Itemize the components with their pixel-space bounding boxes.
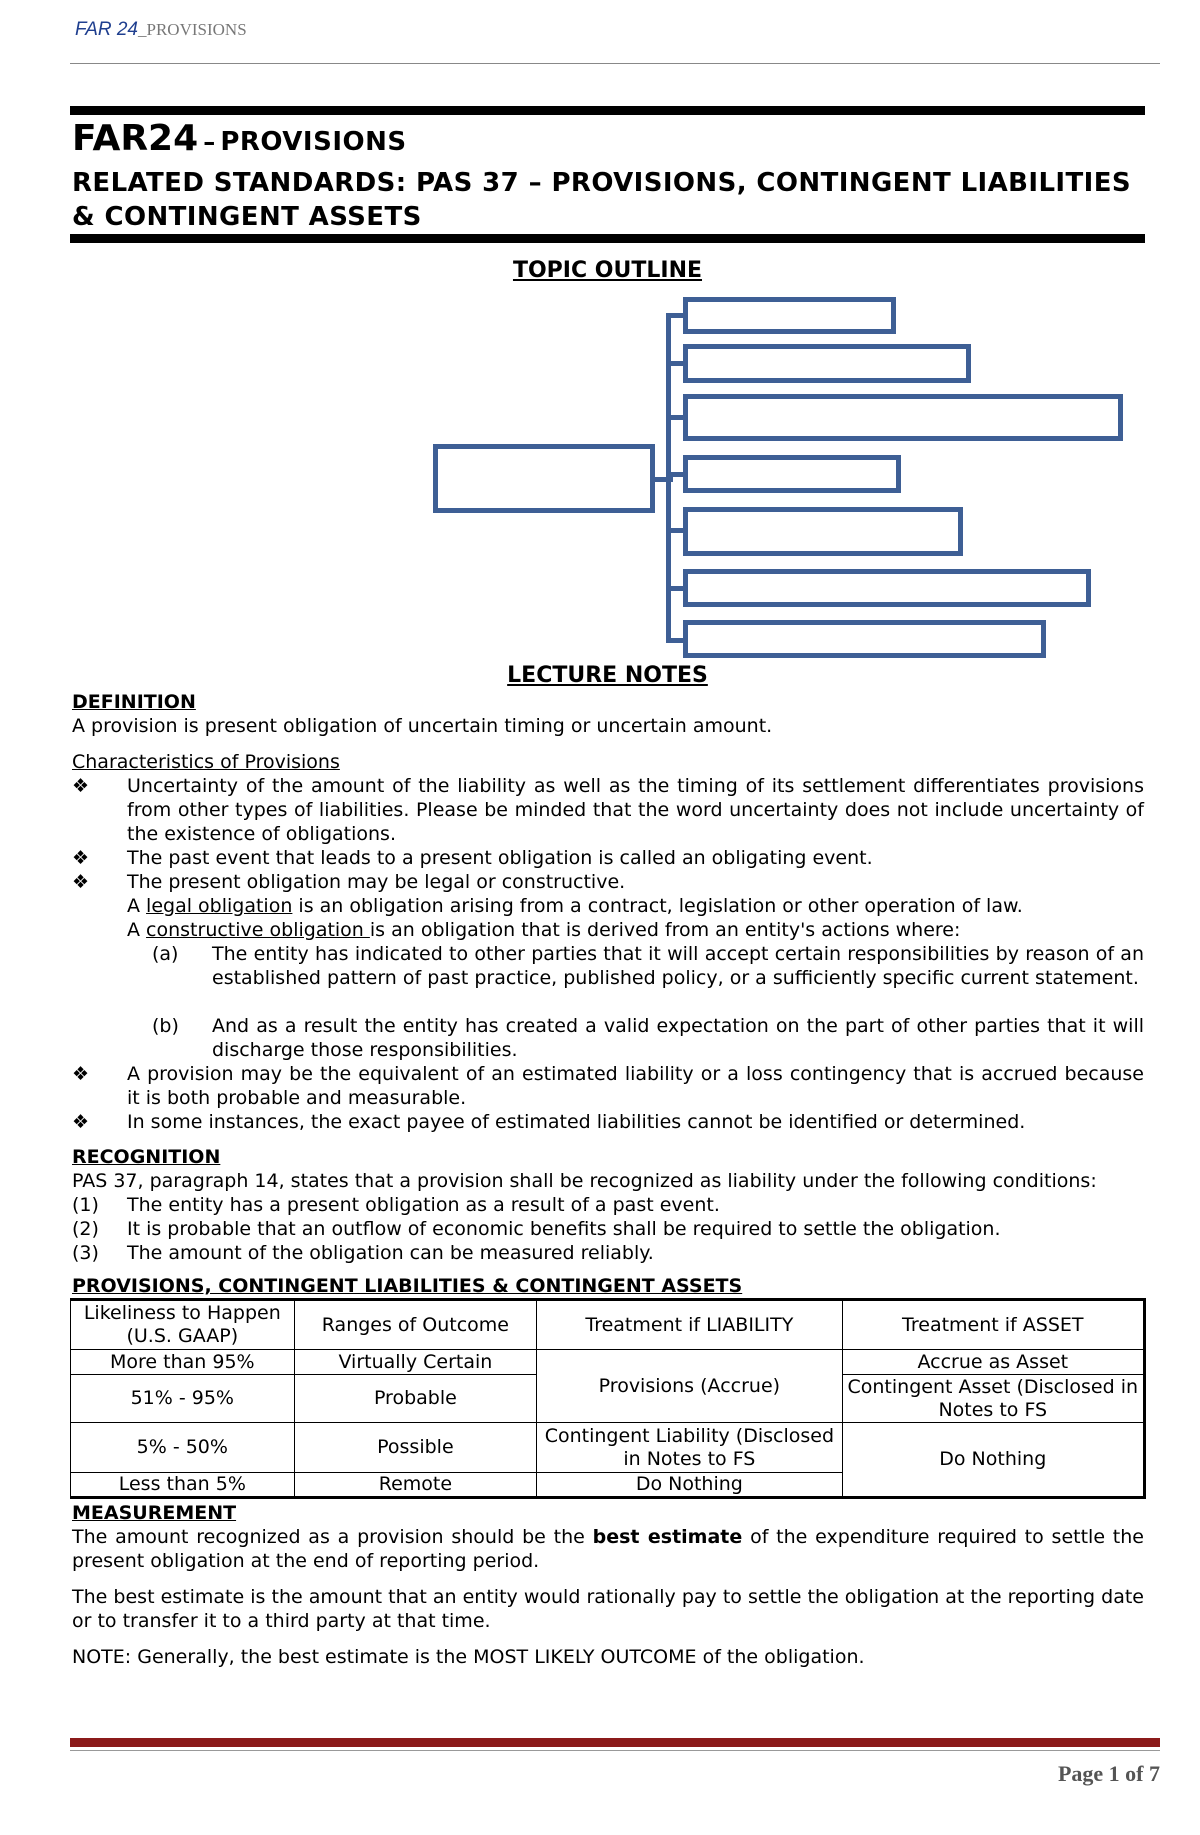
page-title [72, 118, 407, 159]
sub-item-text: And as a result the entity has created a valid expectation on the part of other parties that it will discharge those responsibilities. [212, 1015, 1144, 1061]
table-cell: Do Nothing [842, 1423, 1144, 1498]
header-rule [70, 63, 1160, 64]
list-item [72, 774, 1144, 846]
header-cell: Ranges of Outcome [294, 1300, 537, 1350]
recognition-intro: PAS 37, paragraph 14, states that a provision shall be recognized as liability under the following conditions: [72, 1170, 1097, 1192]
table-cell: More than 95% [71, 1350, 295, 1375]
outline-box [683, 507, 963, 556]
table-cell: 5% - 50% [71, 1423, 295, 1473]
title-bottom-bar [70, 234, 1145, 243]
legal-obligation-term: legal obligation [146, 895, 293, 917]
recognition-section [72, 1145, 1144, 1193]
sub-item-text: The entity has indicated to other parties that it will accept certain responsibilities by reason of an established pattern of past practice, published policy, or a sufficiently specific current statement. [212, 943, 1144, 989]
footer-bar [70, 1738, 1160, 1747]
measurement-paragraph-2: The best estimate is the amount that an entity would rationally pay to settle the obligation at the reporting date or to transfer it to a third party at that time. [72, 1586, 1144, 1632]
bullet-text: A provision may be the equivalent of an estimated liability or a loss contingency that is accrued because it is both probable and measurable. [127, 1063, 1144, 1109]
number-mark: (3) [72, 1242, 99, 1264]
bullet-diamond-icon: ❖ [72, 1111, 90, 1133]
bullet-text: The past event that leads to a present obligation is called an obligating event. [127, 847, 873, 869]
outline-box [683, 569, 1091, 607]
bullet-diamond-icon: ❖ [72, 1063, 90, 1085]
measurement-note: NOTE: Generally, the best estimate is the MOST LIKELY OUTCOME of the obligation. [72, 1646, 865, 1668]
outline-box [683, 620, 1046, 658]
measurement-paragraph-1 [72, 1525, 1144, 1573]
header-subtitle: _PROVISIONS [138, 20, 247, 39]
title-dash: – [203, 128, 216, 156]
header-cell: Treatment if LIABILITY [537, 1300, 842, 1350]
outcome-table [70, 1298, 1146, 1499]
list-item [152, 942, 1144, 990]
outline-box [683, 455, 901, 493]
definition-section [72, 690, 1144, 738]
table-header-row [71, 1300, 1145, 1350]
title-sub: PROVISIONS [220, 127, 407, 157]
number-text: The amount of the obligation can be measured reliably. [127, 1242, 654, 1264]
table-row [71, 1350, 1145, 1375]
table-cell: Do Nothing [537, 1473, 842, 1498]
running-header [75, 18, 247, 41]
topic-outline-heading: TOPIC OUTLINE [512, 258, 703, 283]
measurement-section [72, 1501, 1144, 1669]
number-mark: (2) [72, 1218, 99, 1240]
bullet-text: The present obligation may be legal or constructive. [127, 871, 626, 893]
outline-box [683, 344, 971, 383]
constructive-obligation-text [127, 918, 1144, 942]
table-cell: Provisions (Accrue) [537, 1350, 842, 1423]
related-standards: RELATED STANDARDS: PAS 37 – PROVISIONS, CONTINGENT LIABILITIES & CONTINGENT ASSETS [72, 168, 1131, 232]
title-top-bar [70, 106, 1145, 115]
bullet-text: Uncertainty of the amount of the liability as well as the timing of its settlement differentiates provisions from other types of liabilities. Please be minded that the word uncertainty does not include uncertainty of the existence of obligations. [127, 775, 1144, 845]
table-cell: Contingent Liability (Disclosed in Notes to FS [537, 1423, 842, 1473]
measurement-p1-after: of the expenditure required to settle the present obligation at the end of reporting period. [72, 1526, 1144, 1572]
list-item [72, 846, 1144, 870]
table-heading: PROVISIONS, CONTINGENT LIABILITIES & CONTINGENT ASSETS [72, 1275, 743, 1297]
table-row [71, 1423, 1145, 1473]
bullet-diamond-icon: ❖ [72, 871, 90, 893]
header-code: FAR 24 [75, 19, 139, 40]
sub-item-mark: (b) [152, 1015, 179, 1037]
bullet-diamond-icon: ❖ [72, 847, 90, 869]
legal-obligation-text [127, 894, 1144, 918]
legal-rest: is an obligation arising from a contract, legislation or other operation of law. [292, 895, 1023, 917]
list-item [72, 870, 1144, 894]
table-cell: Virtually Certain [294, 1350, 537, 1375]
recognition-heading: RECOGNITION [72, 1146, 221, 1168]
header-cell: Treatment if ASSET [842, 1300, 1144, 1350]
list-item [72, 1241, 1144, 1265]
header-cell: Likeliness to Happen (U.S. GAAP) [71, 1300, 295, 1350]
list-item [152, 1014, 1144, 1062]
definition-text: A provision is present obligation of uncertain timing or uncertain amount. [72, 715, 773, 737]
table-cell: 51% - 95% [71, 1375, 295, 1423]
table-cell: Possible [294, 1423, 537, 1473]
constructive-obligation-term: constructive obligation [146, 919, 370, 941]
footer-rule [70, 1750, 1160, 1751]
table-cell: Accrue as Asset [842, 1350, 1144, 1375]
outline-root-box [433, 444, 655, 513]
list-item [72, 1062, 1144, 1110]
number-mark: (1) [72, 1194, 99, 1216]
legal-prefix: A [127, 895, 147, 917]
best-estimate-term: best estimate [592, 1526, 743, 1548]
outline-box [683, 394, 1123, 441]
number-text: The entity has a present obligation as a result of a past event. [127, 1194, 720, 1216]
table-cell: Contingent Asset (Disclosed in Notes to FS [842, 1375, 1144, 1423]
table-cell: Less than 5% [71, 1473, 295, 1498]
bullet-diamond-icon: ❖ [72, 775, 90, 797]
sub-item-mark: (a) [152, 943, 179, 965]
lecture-notes-heading: LECTURE NOTES [507, 663, 708, 688]
outline-box [683, 297, 896, 334]
bullet-text: In some instances, the exact payee of estimated liabilities cannot be identified or determined. [127, 1111, 1026, 1133]
definition-heading: DEFINITION [72, 691, 196, 713]
constructive-rest: is an obligation that is derived from an entity's actions where: [369, 919, 961, 941]
number-text: It is probable that an outflow of economic benefits shall be required to settle the obligation. [127, 1218, 1001, 1240]
characteristics-heading: Characteristics of Provisions [72, 751, 340, 773]
title-main: FAR24 [72, 118, 199, 159]
measurement-p1-before: The amount recognized as a provision should be the [72, 1526, 593, 1548]
measurement-heading: MEASUREMENT [72, 1502, 237, 1524]
list-item [72, 1217, 1144, 1241]
page-number: Page 1 of 7 [1057, 1761, 1160, 1786]
list-item [72, 1193, 1144, 1217]
table-cell: Probable [294, 1375, 537, 1423]
table-cell: Remote [294, 1473, 537, 1498]
constructive-prefix: A [127, 919, 147, 941]
list-item [72, 1110, 1144, 1134]
